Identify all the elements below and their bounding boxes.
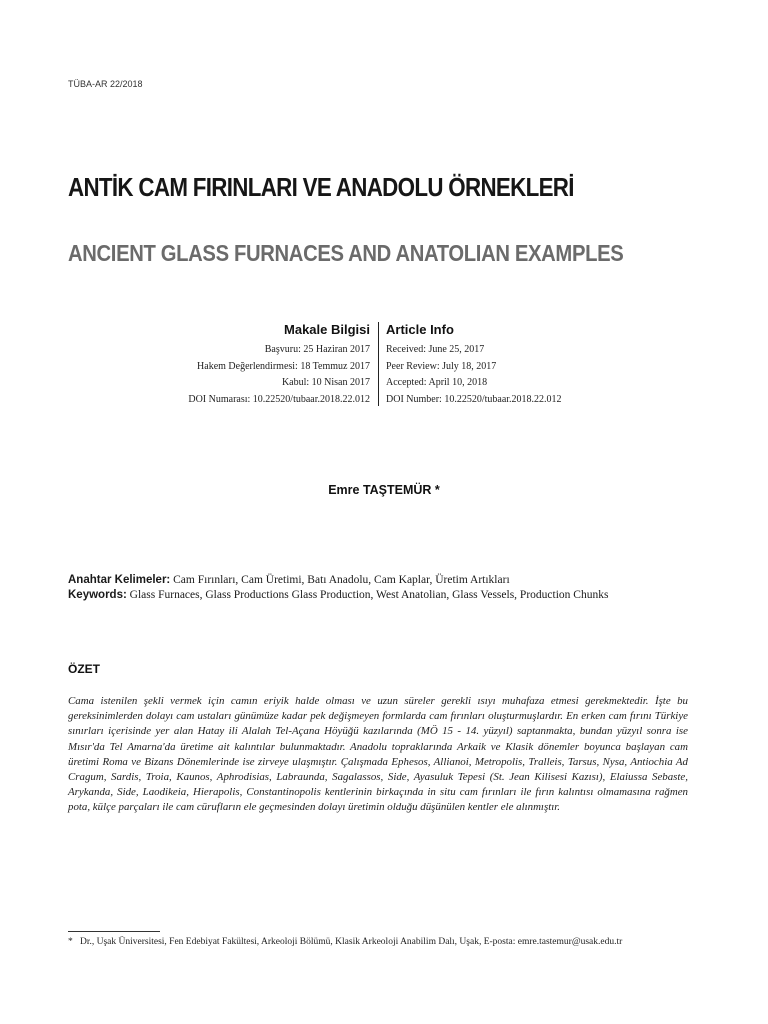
info-line-accepted-tr: Kabul: 10 Nisan 2017 <box>281 377 370 388</box>
article-info-heading-tr: Makale Bilgisi <box>284 322 370 337</box>
info-line-review-en: Peer Review: July 18, 2017 <box>386 360 497 372</box>
keywords-text-en: Glass Furnaces, Glass Productions Glass Production, West Anatolian, Glass Vessels, Production Chunks <box>126 589 609 601</box>
info-line-review-tr: Hakem Değerlendirmesi: 18 Temmuz 2017 <box>197 360 370 372</box>
abstract-text: Cama istenilen şekli vermek için camın eriyik halde olması ve uzun süreler gerekli ısıyı muhafaza etmesi gerekmektedir. İşte bu gereksinimlerden dolayı cam ustaları günümüze kadar pek değişmeyen formlarda cam fırınları oluşturmuşlardır. En erken cam fırını Türkiye sınırları içerisinde yer alan Hatay ili Alalah Tel-Açana Höyüğü kazılarında (MÖ 15 - 14. yüzyıl) saptanmakta, bundan yüzyıl sonra ise Mısır'da Tel Amarna'da üretime ait kalıntılar bulunmaktadır. Anadolu topraklarında Arkaik ve Klasik dönemler boyunca başlayan cam üretimi Roma ve Bizans Dönemlerinde ise zirveye ulaşmıştır. Çalışmada Ephesos, Allianoi, Metropolis, Tralleis, Tarsus, Nysa, Antiochia Ad Cragum, Sardis, Troia, Kaunos, Aphrodisias, Labraunda, Sagalassos, Side, Ayasuluk Tepesi (St. Jean Kilisesi Kazısı), Elaiussa Sebaste, Arykanda, Side, Laodikeia, Hierapolis, Constantinopolis kentlerinin birkaçında in situ cam fırınları ile fırın kalıntısı olmamasına rağmen pota, külçe parçaları ile cam cürufların ele geçmesinden dolayı üretimin olduğu düşünülen kentler ele alınmıştır. <box>68 695 688 814</box>
info-line-doi-tr: DOI Numarası: 10.22520/tubaar.2018.22.012 <box>188 393 370 405</box>
footnote-rule <box>68 931 160 932</box>
keywords-label-en: Keywords: <box>68 589 127 601</box>
info-line-received-tr: Başvuru: 25 Haziran 2017 <box>264 344 370 355</box>
keywords-english <box>68 588 690 603</box>
keywords-text-tr: Cam Fırınları, Cam Üretimi, Batı Anadolu, Cam Kaplar, Üretim Artıkları <box>170 574 510 586</box>
abstract-heading: ÖZET <box>68 662 100 676</box>
footnote-mark: * <box>68 937 73 947</box>
title-turkish: ANTİK CAM FIRINLARI VE ANADOLU ÖRNEKLERİ <box>68 172 574 202</box>
info-line-accepted-en: Accepted: April 10, 2018 <box>386 377 488 388</box>
journal-header: TÜBA-AR 22/2018 <box>68 79 143 89</box>
keywords-label-tr: Anahtar Kelimeler: <box>68 574 171 586</box>
info-line-received-en: Received: June 25, 2017 <box>386 344 485 355</box>
title-english: ANCIENT GLASS FURNACES AND ANATOLIAN EXAMPLES <box>68 240 624 266</box>
author-name: Emre TAŞTEMÜR * <box>328 483 440 497</box>
article-info-english <box>386 322 562 408</box>
keywords-turkish <box>68 573 690 588</box>
footnote-text: Dr., Uşak Üniversitesi, Fen Edebiyat Fakültesi, Arkeoloji Bölümü, Klasik Arkeoloji Anabilim Dalı, Uşak, E-posta: emre.tastemur@usak.edu.tr <box>80 937 623 947</box>
article-info-divider <box>378 322 379 406</box>
article-info-heading-en: Article Info <box>386 322 454 337</box>
footnote <box>68 937 622 947</box>
article-info-turkish <box>188 322 370 408</box>
info-line-doi-en: DOI Number: 10.22520/tubaar.2018.22.012 <box>386 393 562 405</box>
